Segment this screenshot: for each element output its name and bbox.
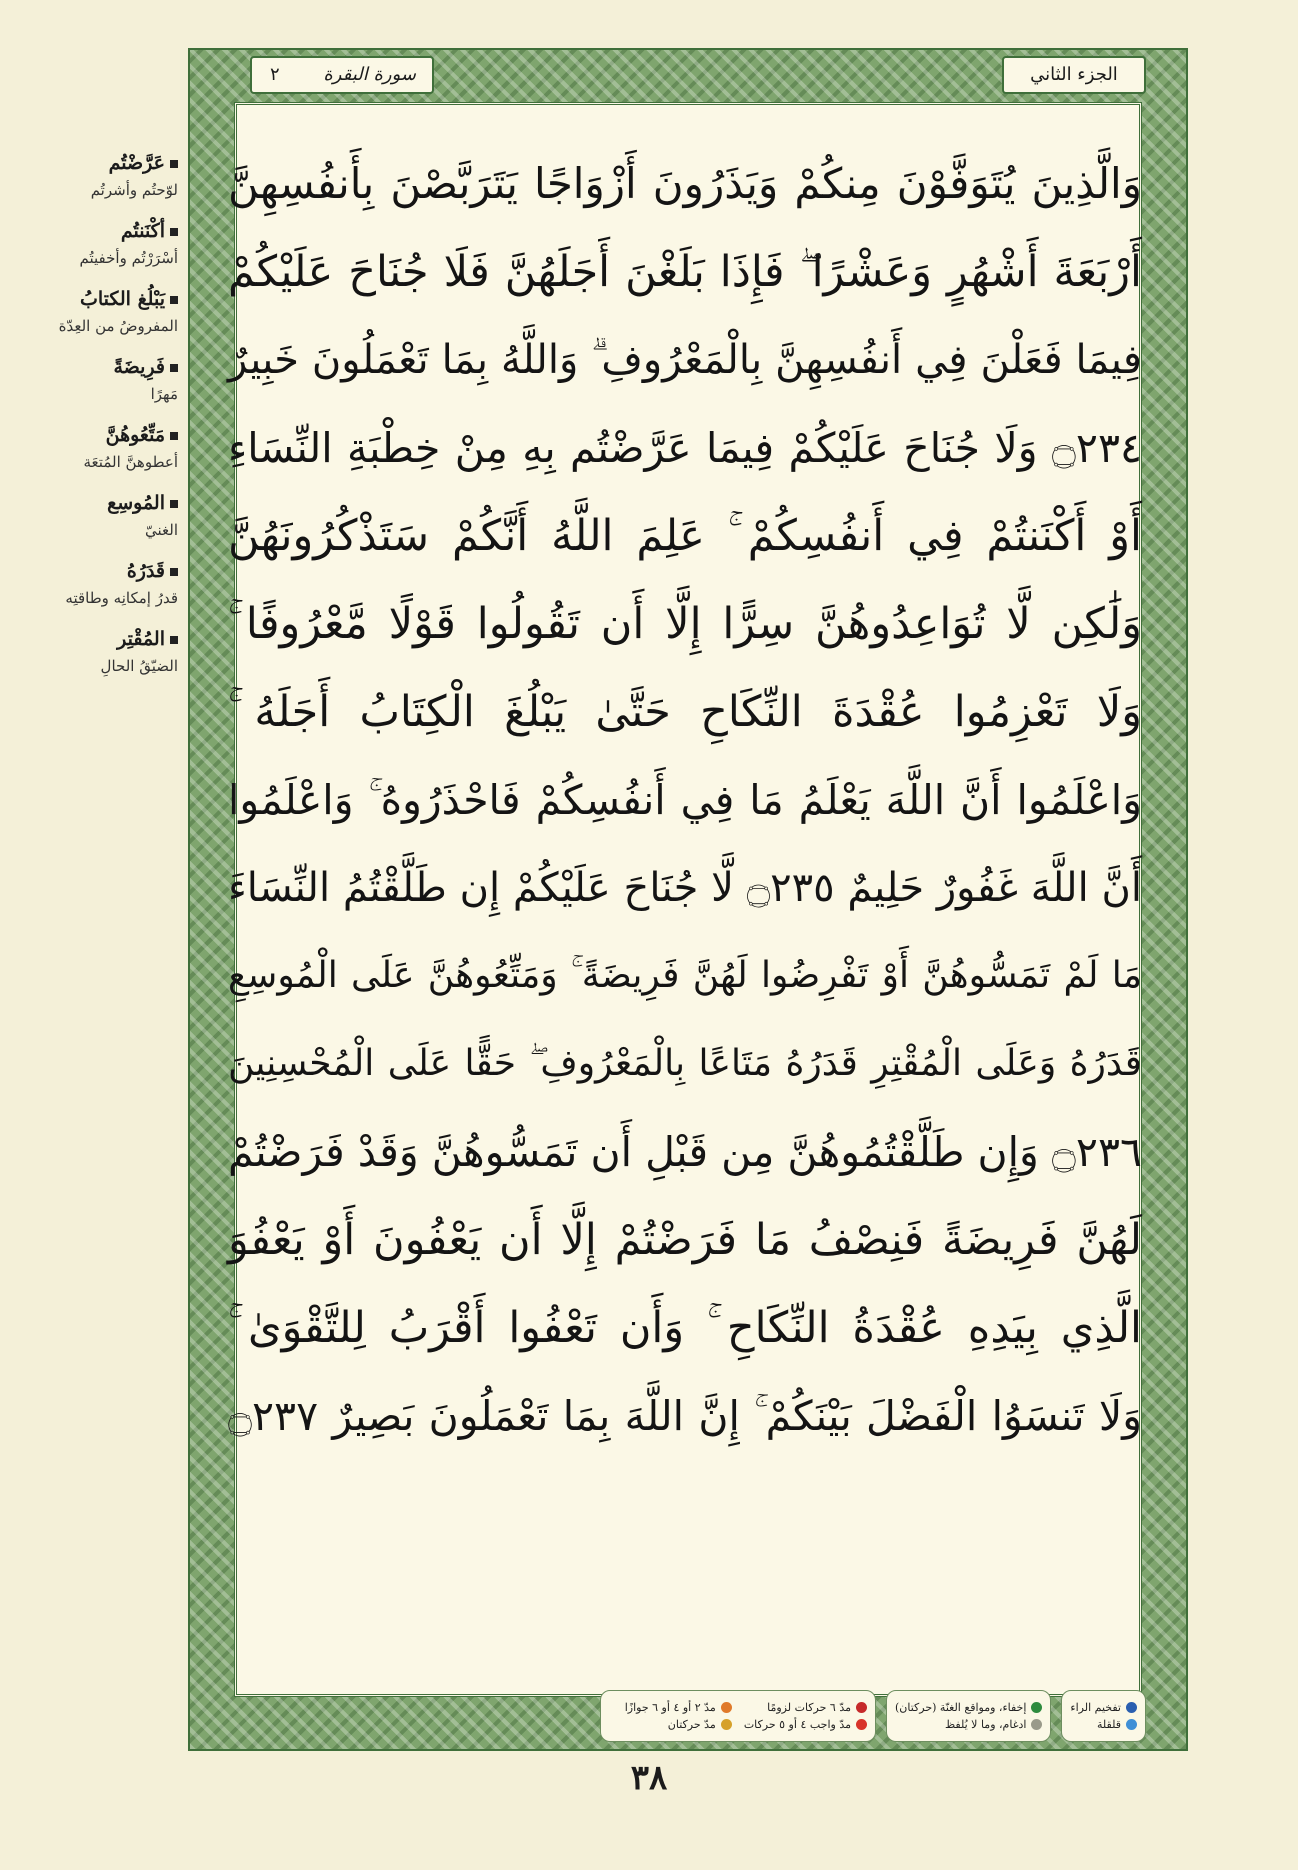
- legend-item: مدّ ٢ أو ٤ أو ٦ جوازًا: [609, 1701, 732, 1714]
- text-line: ۝٢٣٦ وَإِن طَلَّقْتُمُوهُنَّ مِن قَبْلِ أَن تَمَسُّوهُنَّ وَقَدْ فَرَضْتُمْ: [228, 1128, 1142, 1176]
- gloss-word: عَرَّضْتُم: [108, 152, 165, 174]
- bullet-square-icon: [170, 228, 178, 236]
- quran-text: [228, 140, 1142, 1460]
- gloss-entry: [18, 490, 178, 544]
- gloss-definition: أسْرَرْتُم وأخفيتُم: [79, 249, 178, 267]
- tajweed-legend: [230, 1690, 1146, 1742]
- gloss-word: المُوسِع: [107, 492, 165, 514]
- text-line: أَوْ أَكْنَنتُمْ فِي أَنفُسِكُمْ ۚ عَلِمَ اللَّهُ أَنَّكُمْ سَتَذْكُرُونَهُنَّ: [228, 511, 1142, 561]
- color-dot-icon: [1126, 1719, 1137, 1730]
- text-line: مَا لَمْ تَمَسُّوهُنَّ أَوْ تَفْرِضُوا لَهُنَّ فَرِيضَةً ۚ وَمَتِّعُوهُنَّ عَلَى الْمُوسِعِ: [228, 955, 1142, 996]
- legend-group-ghunna: [886, 1690, 1051, 1742]
- color-dot-icon: [1031, 1702, 1042, 1713]
- gloss-definition: مَهرًا: [150, 385, 178, 403]
- color-dot-icon: [856, 1719, 867, 1730]
- juz-label: الجزء الثاني: [1002, 56, 1146, 94]
- text-line: وَالَّذِينَ يُتَوَفَّوْنَ مِنكُمْ وَيَذَرُونَ أَزْوَاجًا يَتَرَبَّصْنَ بِأَنفُسِهِنَّ: [228, 159, 1142, 208]
- bullet-square-icon: [170, 500, 178, 508]
- text-line: أَنَّ اللَّهَ غَفُورٌ حَلِيمٌ ۝٢٣٥ لَّا جُنَاحَ عَلَيْكُمْ إِن طَلَّقْتُمُ النِّسَاءَ: [228, 865, 1142, 911]
- bullet-square-icon: [170, 636, 178, 644]
- bullet-square-icon: [170, 568, 178, 576]
- page-number: ٣٨: [630, 1758, 668, 1798]
- gloss-entry: [18, 286, 178, 340]
- gloss-definition: قدرُ إمكانِه وطاقتِه: [65, 589, 178, 607]
- gloss-word: مَتِّعُوهُنَّ: [105, 424, 165, 446]
- surah-number: ٢: [270, 64, 280, 85]
- gloss-definition: المفروضُ من العِدّة: [58, 317, 178, 335]
- bullet-square-icon: [170, 432, 178, 440]
- text-line: ۝٢٣٤ وَلَا جُنَاحَ عَلَيْكُمْ فِيمَا عَرَّضْتُم بِهِ مِنْ خِطْبَةِ النِّسَاءِ: [228, 424, 1142, 472]
- color-dot-icon: [1031, 1719, 1042, 1730]
- text-line: فِيمَا فَعَلْنَ فِي أَنفُسِهِنَّ بِالْمَعْرُوفِ ۗ وَاللَّهُ بِمَا تَعْمَلُونَ خَبِيرٌ: [228, 337, 1142, 383]
- gloss-word: قَدَرُهُ: [126, 560, 165, 582]
- legend-item: مدّ حركتان: [609, 1718, 732, 1731]
- gloss-definition: أعطوهنَّ المُتعَة: [83, 453, 178, 471]
- margin-glossary: [18, 150, 178, 694]
- gloss-entry: [18, 354, 178, 408]
- surah-header: [250, 56, 434, 94]
- text-line: أَرْبَعَةَ أَشْهُرٍ وَعَشْرًا ۖ فَإِذَا بَلَغْنَ أَجَلَهُنَّ فَلَا جُنَاحَ عَلَيْكُمْ: [228, 247, 1142, 297]
- gloss-word: فَرِيضَةً: [113, 356, 165, 378]
- text-line: وَلَا تَعْزِمُوا عُقْدَةَ النِّكَاحِ حَتَّىٰ يَبْلُغَ الْكِتَابُ أَجَلَهُ ۚ: [228, 687, 1142, 737]
- gloss-word: أكْنَنتُم: [120, 220, 165, 242]
- text-line: قَدَرُهُ وَعَلَى الْمُقْتِرِ قَدَرُهُ مَتَاعًا بِالْمَعْرُوفِ ۖ حَقًّا عَلَى الْمُحْسِنِينَ: [228, 1043, 1142, 1084]
- legend-item: قلقلة: [1070, 1718, 1137, 1731]
- text-line: وَاعْلَمُوا أَنَّ اللَّهَ يَعْلَمُ مَا فِي أَنفُسِكُمْ فَاحْذَرُوهُ ۚ وَاعْلَمُوا: [228, 776, 1142, 824]
- gloss-entry: [18, 626, 178, 680]
- legend-group-madd: [600, 1690, 876, 1742]
- gloss-definition: الغنيّ: [144, 521, 178, 539]
- text-line: الَّذِي بِيَدِهِ عُقْدَةُ النِّكَاحِ ۚ وَأَن تَعْفُوا أَقْرَبُ لِلتَّقْوَىٰ ۚ: [228, 1303, 1142, 1353]
- bullet-square-icon: [170, 296, 178, 304]
- gloss-definition: الضيّقُ الحالِ: [100, 657, 178, 675]
- color-dot-icon: [721, 1719, 732, 1730]
- text-line: وَلَا تَنسَوُا الْفَضْلَ بَيْنَكُمْ ۚ إِنَّ اللَّهَ بِمَا تَعْمَلُونَ بَصِيرٌ ۝٢٣٧: [228, 1392, 1142, 1440]
- legend-item: مدّ ٦ حركات لزومًا: [744, 1701, 867, 1714]
- color-dot-icon: [856, 1702, 867, 1713]
- gloss-entry: [18, 150, 178, 204]
- legend-item: مدّ واجب ٤ أو ٥ حركات: [744, 1718, 867, 1731]
- text-line: وَلَٰكِن لَّا تُوَاعِدُوهُنَّ سِرًّا إِلَّا أَن تَقُولُوا قَوْلًا مَّعْرُوفًا ۚ: [228, 599, 1142, 649]
- gloss-entry: [18, 558, 178, 612]
- color-dot-icon: [1126, 1702, 1137, 1713]
- gloss-word: يَبْلُغ الكتابُ: [79, 288, 165, 310]
- legend-group-raa: [1061, 1690, 1146, 1742]
- legend-item: ادغام، وما لا يُلفظ: [895, 1718, 1042, 1731]
- legend-item: إخفاء، ومواقع الغنّة (حركتان): [895, 1701, 1042, 1714]
- gloss-entry: [18, 422, 178, 476]
- text-line: لَهُنَّ فَرِيضَةً فَنِصْفُ مَا فَرَضْتُمْ إِلَّا أَن يَعْفُونَ أَوْ يَعْفُوَ: [228, 1215, 1142, 1265]
- legend-item: تفخيم الراء: [1070, 1701, 1137, 1714]
- surah-name: سورة البقرة: [323, 64, 416, 85]
- color-dot-icon: [721, 1702, 732, 1713]
- gloss-entry: [18, 218, 178, 272]
- bullet-square-icon: [170, 160, 178, 168]
- bullet-square-icon: [170, 364, 178, 372]
- gloss-definition: لوّحتُم وأشرتُم: [90, 181, 178, 199]
- gloss-word: المُقْتِر: [117, 628, 165, 650]
